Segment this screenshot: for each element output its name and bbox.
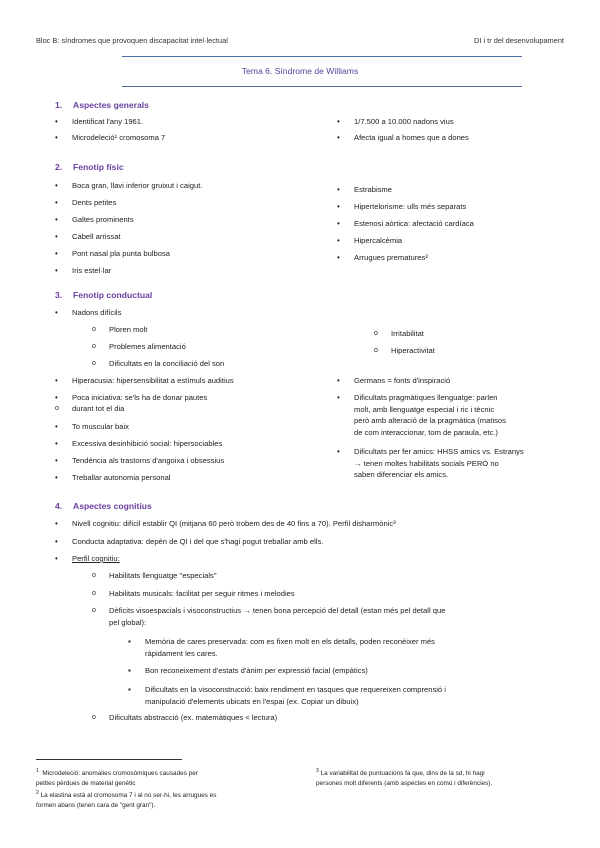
sub-list-item: o Problemes alimentació [109, 341, 186, 353]
list-item: • Excessiva desinhibició social: hipersociables [72, 438, 222, 450]
list-item: • Iris estel·lar [72, 265, 111, 277]
list-item: • Identificat l'any 1961. [72, 116, 143, 128]
footnote-1: $^1$ Microdeleció: anomalies cromosòmiques causades per petites pèrdues de material genètic [36, 768, 198, 787]
list-item: • Conducta adaptativa: depèn de QI i del que s'hagi pogut treballar amb ells. [72, 536, 323, 548]
footnote-2: $^2$ La elastina està al cromosoma 7 i al no ser-hi, les arrugues es formen abans (tenen cara de "gent gran"). [36, 790, 217, 809]
list-item: • Treballar autonomia personal [72, 472, 171, 484]
sub-list-item: o Habilitats llenguatge "especials" [109, 570, 217, 582]
sub-list-item: o Habilitats musicals: facilitat per seguir ritmes i melodies [109, 588, 295, 600]
sub-sub-list-item: ▪ Bon reconeixement d'estats d'ànim per expressió facial (empàtics) [145, 665, 368, 677]
list-item: • Estrabisme [354, 184, 392, 196]
footnote-separator [36, 759, 182, 760]
list-item: • Estenosi aòrtica: afectació cardíaca [354, 218, 474, 230]
list-item: • Hipercalcèmia [354, 235, 402, 247]
list-item: • 1/7.500 a 10.000 nadons vius [354, 116, 454, 128]
list-item-continuation: o durant tot el dia [72, 403, 124, 415]
title-rule-bottom [122, 86, 522, 87]
sub-list-item: o Dèficits visoespacials i visoconstructius → tenen bona percepció del detall (estan més pel detall que pel global): [109, 605, 445, 628]
list-item: • Dificultats per fer amics: HHSS amics vs. Estranys → tenen moltes habilitats socials PERÒ no saben diferenciar els amics. [354, 446, 524, 481]
sub-list-item: o Ploren molt [109, 324, 147, 336]
list-item: • Dents petites [72, 197, 116, 209]
list-item: • Cabell arrissat [72, 231, 121, 243]
list-item: • Afecta igual a homes que a dones [354, 132, 469, 144]
list-item: • Boca gran, llavi inferior gruixut i caigut. [72, 180, 202, 192]
section-heading-2: 2. Fenotip físic [55, 162, 124, 172]
footnote-3: $^3$ La variabilitat de puntuacions fa que, dins de la sd, hi hagi persones molt diferents (amb aspectes en comú i diferències). [316, 768, 493, 787]
sub-sub-list-item: ▪ Memòria de cares preservada: com es fixen molt en els detalls, poden reconèixer més ràpidament les cares. [145, 636, 435, 659]
list-item: • Perfil cognitiu: [72, 553, 120, 565]
title-rule-top [122, 56, 522, 57]
page-title: Tema 6. Síndrome de Williams [241, 66, 359, 76]
list-item: • To muscular baix [72, 421, 129, 433]
list-item: • Nadons difícils [72, 307, 121, 319]
header-left: Bloc B: síndromes que provoquen discapacitat intel·lectual [36, 36, 228, 45]
list-item: • Microdeleció¹ cromosoma 7 [72, 132, 165, 144]
list-item: • Hipertelorisme: ulls més separats [354, 201, 466, 213]
list-item: • Galtes prominents [72, 214, 134, 226]
list-item: • Germans = fonts d'inspiració [354, 375, 450, 387]
list-item: • Poca iniciativa: se'ls ha de donar pautes [72, 392, 207, 404]
sub-list-item: o Dificultats abstracció (ex. matemàtiques < lectura) [109, 712, 277, 724]
list-item: • Hiperacusia: hipersensibilitat a estímuls auditius [72, 375, 234, 387]
list-item: • Arrugues prematures² [354, 252, 428, 264]
sub-sub-list-item: ▪ Dificultats en la visoconstrucció: baix rendiment en tasques que requereixen comprensió i manipulació d'elements ubicats en l'espai (ex. Copiar un dibuix) [145, 684, 446, 707]
sub-list-item: o Dificultats en la conciliació del son [109, 358, 224, 370]
list-item: • Pont nasal pla punta bulbosa [72, 248, 170, 260]
section-heading-3: 3. Fenotip conductual [55, 290, 153, 300]
header-right: DI i tr del desenvolupament [474, 36, 564, 45]
list-item: • Dificultats pragmàtiques llenguatge: parlen molt, amb llenguatge especial i ric i tècnic però amb alteració de la pragmàtica (matisos de com interaccionar, tom de paraula, etc.) [354, 392, 506, 438]
section-heading-4: 4. Aspectes cognitius [55, 501, 152, 511]
section-heading-1: 1. Aspectes generals [55, 100, 149, 110]
list-item: • Nivell cognitiu: difícil establir QI (mitjana 60 però trobem des de 40 fins a 70). Perfil disharmònic³ [72, 518, 396, 530]
list-item: • Tendència als trastorns d'angoixa i obsessius [72, 455, 224, 467]
sub-list-item: o Hiperactivitat [391, 345, 435, 357]
sub-list-item: o Irritabilitat [391, 328, 424, 340]
